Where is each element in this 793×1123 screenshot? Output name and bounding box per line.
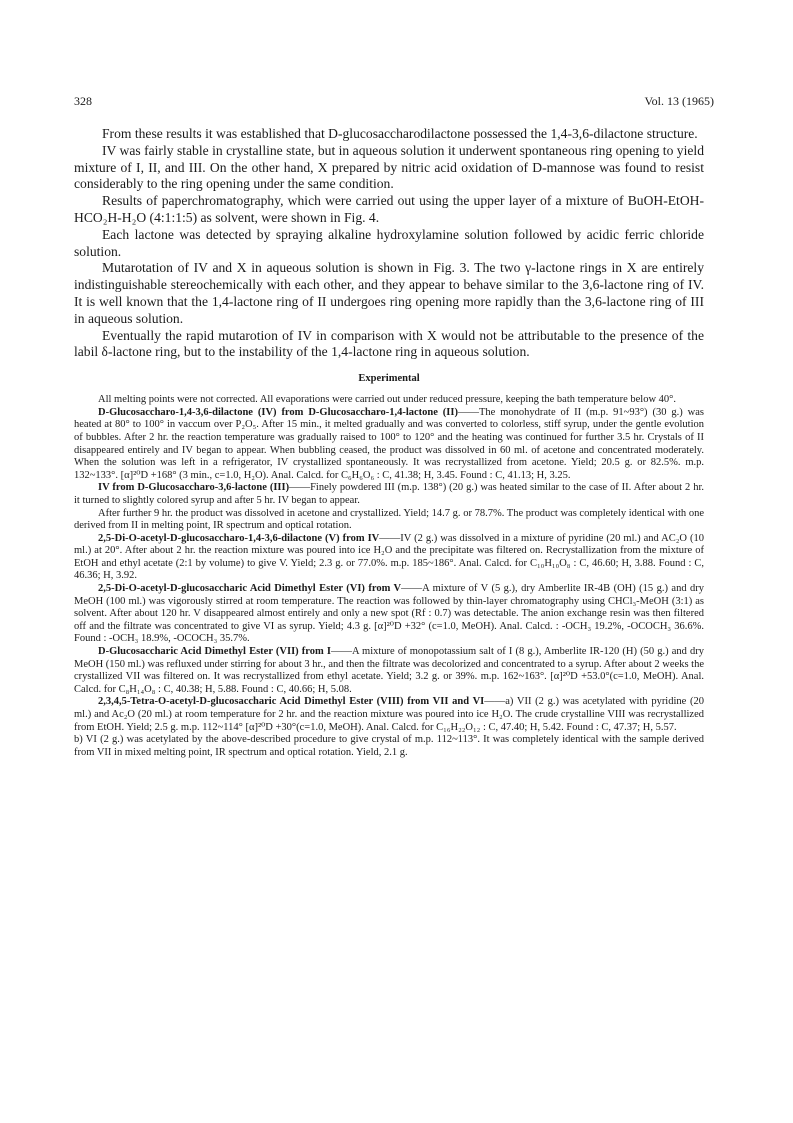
- entry-text: ——IV (2 g.) was dissolved in a mixture of pyridine (20 ml.) and AC₂O (10 ml.) at 20°. After about 2 hr. the reaction mixture was poured into ice H₂O and the precipitate was filtered on. Recrystallization from the mixture of EtOH and ethyl acetate (2:1 by volume) to give V. Yield; 2.3 g. or 77.0%. m.p. 185~186°. Anal. Calcd. for C₁₀H₁₀O₈ : C, 46.60; H, 3.88. Found : C, 46.36; H, 3.92.: [74, 532, 704, 582]
- page-header: [74, 94, 714, 110]
- experimental-entry: [74, 533, 704, 583]
- paragraph: Mutarotation of IV and X in aqueous solution is shown in Fig. 3. The two γ-lactone rings in X are entirely indistinguishable stereochemically with each other, and they appear to behave similar to the 3,6-lactone ring of IV. It is well known that the 1,4-lactone ring of II undergoes ring opening more rapidly than the 3,6-lactone ring of III in aqueous solution.: [74, 260, 704, 326]
- entry-text: ——A mixture of V (5 g.), dry Amberlite IR-4B (OH) (15 g.) and dry MeOH (100 ml.) was vigorously stirred at room temperature. The reaction was followed by thin-layer chromatography using CHCl₃-MeOH (3:1) as solvent. After about 120 hr. V disappeared almost entirely and only a new spot (Rf : 0.7) was detectable. The anion exchange resin was then filtered off and the filtrate was concentrated to give VI as syrup. Yield; 4.3 g. [α]²⁰D +32° (c=1.0, MeOH). Anal. Calcd. : -OCH₃ 19.2%, -OCOCH₃ 36.6%. Found : -OCH₃ 18.9%, -OCOCH₃ 35.7%.: [74, 583, 704, 645]
- entry-heading: 2,5-Di-O-acetyl-D-glucosaccharic Acid Dimethyl Ester (VI) from V: [98, 583, 402, 595]
- entry-heading: 2,3,4,5-Tetra-O-acetyl-D-glucosaccharic Acid Dimethyl Ester (VIII) from VII and VI: [98, 696, 485, 708]
- experimental-entry: [74, 583, 704, 646]
- section-heading-experimental: Experimental: [358, 373, 420, 385]
- entry-heading: 2,5-Di-O-acetyl-D-glucosaccharo-1,4-3,6-dilactone (V) from IV: [98, 532, 380, 544]
- entry-text: ——a) VII (2 g.) was acetylated with pyridine (20 ml.) and Ac₂O (20 ml.) at room temperature for 2 hr. and the reaction mixture was poured into ice H₂O. The crude crystalline VIII was recrystallized from EtOH. Yield; 2.5 g. m.p. 112~114° [α]²⁰D +30°(c=1.0, MeOH). Anal. Calcd. for C₁₆H₂₂O₁₂ : C, 47.40; H, 5.42. Found : C, 47.37; H, 5.57.: [74, 696, 704, 733]
- experimental-general: All melting points were not corrected. All evaporations were carried out under reduced pressure, keeping the bath temperature below 40°.: [98, 394, 676, 406]
- article-body: [74, 126, 704, 759]
- volume-label: Vol. 13 (1965): [644, 94, 714, 108]
- paragraph: Each lactone was detected by spraying alkaline hydroxylamine solution followed by acidic ferric chloride solution.: [74, 226, 704, 259]
- paragraph: IV was fairly stable in crystalline state, but in aqueous solution it underwent spontaneous ring opening to yield mixture of I, II, and III. On the other hand, X prepared by nitric acid oxidation of D-mannose was found to resist considerably to the ring opening under the same condition.: [74, 142, 704, 192]
- experimental-entry: [74, 508, 704, 533]
- experimental-entry: [74, 646, 704, 696]
- entry-heading: D-Glucosaccharo-1,4-3,6-dilactone (IV) from D-Glucosaccharo-1,4-lactone (II): [98, 406, 458, 418]
- entry-text: ——Finely powdered III (m.p. 138°) (20 g.) was heated similar to the case of II. After about 2 hr. it turned to slightly colored syrup and after 5 hr. IV began to appear.: [74, 482, 704, 506]
- experimental-entry: [74, 696, 704, 734]
- entry-heading: D-Glucosaccharic Acid Dimethyl Ester (VII) from I: [98, 646, 331, 658]
- entry-heading: IV from D-Glucosaccharo-3,6-lactone (III): [98, 482, 290, 494]
- paragraph: From these results it was established that D-glucosaccharodilactone possessed the 1,4-3,6-dilactone structure.: [102, 126, 698, 141]
- experimental-entry: [74, 734, 704, 759]
- experimental-entry: [74, 407, 704, 483]
- entry-text: ——The monohydrate of II (m.p. 91~93°) (30 g.) was heated at 80° to 100° in vaccum over P₂O₅. After 15 min., it melted gradually and was converted to colorless, stiff syrup, under the gentle evolution of bubbles. After 2 hr. the reaction temperature was gradually raised to 100° to 120° and the heating was continued for further 3.5 hr. Crystals of II disappeared entirely and IV began to appear. When bubbling ceased, the product was dissolved in 60 ml. of acetone and concentrated moderately. When the solution was left in a refrigerator, IV crystallized spontaneously. It was recrystallized from acetone. Yield; 20.5 g. or 82.5%. m.p. 132~133°. [α]²⁰D +168° (3 min., c=1.0, H₂O). Anal. Calcd. for C₆H₆O₆ : C, 41.38; H, 3.45. Found : C, 41.13; H, 3.25.: [74, 406, 704, 481]
- page-number: 328: [74, 94, 92, 108]
- paragraph: Eventually the rapid mutarotion of IV in comparison with X would not be attributable to the presence of the labil δ-lactone ring, but to the instability of the 1,4-lactone ring in aqueous solution.: [74, 327, 704, 360]
- experimental-entry: [74, 482, 704, 507]
- entry-text: After further 9 hr. the product was dissolved in acetone and crystallized. Yield; 14.7 g. or 78.7%. The product was completely identical with one derived from II in melting point, IR spectrum and optical rotation.: [74, 507, 704, 532]
- paragraph: Results of paperchromatography, which were carried out using the upper layer of a mixture of BuOH-EtOH-HCO₂H-H₂O (4:1:1:5) as solvent, were shown in Fig. 4.: [74, 193, 704, 225]
- entry-text: b) VI (2 g.) was acetylated by the above-described procedure to give crystal of m.p. 112~113°. It was completely identical with the sample derived from VII in mixed melting point, IR spectrum and optical rotation. Yield, 2.1 g.: [74, 734, 704, 758]
- entry-text: ——A mixture of monopotassium salt of I (8 g.), Amberlite IR-120 (H) (50 g.) and dry MeOH (150 ml.) was refluxed under stirring for about 3 hr., and then the filtrate was decolorized and concentrated to a syrup. After about 2 weeks the crystallized VII was filtered on. It was recrystallized from ethyl acetate. Yield; 3.2 g. or 39%. m.p. 162~163°. [α]²⁰D +53.0°(c=1.0, MeOH). Anal. Calcd. for C₈H₁₄O₈ : C, 40.38; H, 5.88. Found : C, 40.66; H, 5.08.: [74, 646, 704, 695]
